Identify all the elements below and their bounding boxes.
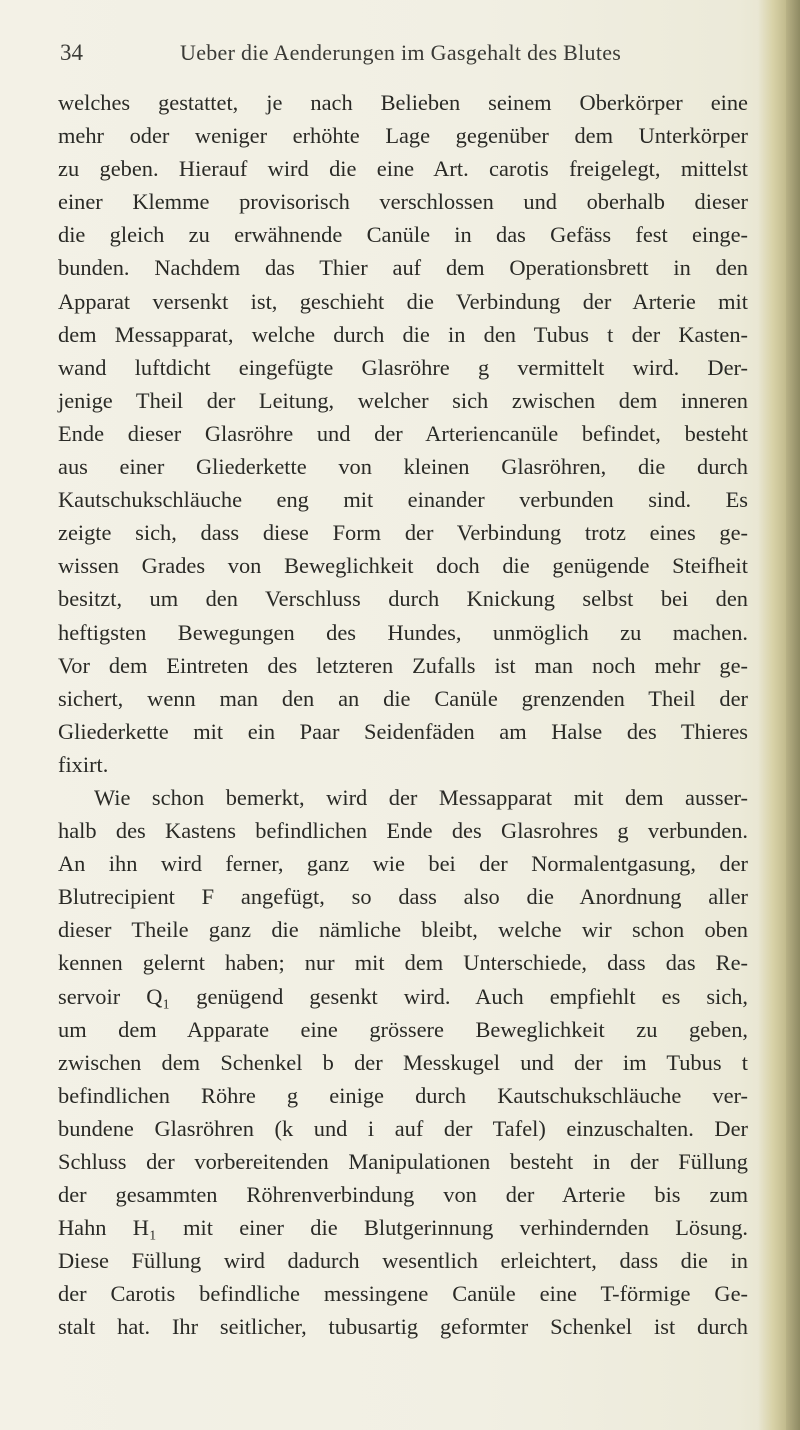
text-line-paragraph-end: fixirt. xyxy=(58,751,109,777)
text-line: Vor dem Eintreten des letzteren Zufalls ist man noch mehr ge- xyxy=(58,652,748,678)
text-line: dieser Theile ganz die nämliche bleibt, welche wir schon oben xyxy=(58,917,748,943)
text-line: welches gestattet, je nach Belieben seinem Oberkörper eine xyxy=(58,90,748,115)
text-line: Schluss der vorbereitenden Manipulationen besteht in der Füllung xyxy=(58,1149,748,1174)
running-title: Ueber die Aenderungen im Gasgehalt des Blutes xyxy=(180,40,622,65)
text-line-paragraph-start: Wie schon bemerkt, wird der Messapparat mit dem ausser- xyxy=(94,784,748,810)
page-header xyxy=(60,40,750,80)
text-line: die gleich zu erwähnende Canüle in das Gefäss fest einge- xyxy=(58,222,748,248)
text-line: wand luftdicht eingefügte Glasröhre g vermittelt wird. Der- xyxy=(58,354,748,380)
text-line: dem Messapparat, welche durch die in den Tubus t der Kasten- xyxy=(58,321,748,347)
text-line: heftigsten Bewegungen des Hundes, unmöglich zu machen. xyxy=(58,619,748,645)
text-line: bundene Glasröhren (k und i auf der Tafel) einzuschalten. Der xyxy=(58,1115,748,1141)
text-line: Diese Füllung wird dadurch wesentlich erleichtert, dass die in xyxy=(58,1248,748,1274)
text-line: zwischen dem Schenkel b der Messkugel und der im Tubus t xyxy=(58,1049,748,1075)
text-line: der gesammten Röhrenverbindung von der Arterie bis zum xyxy=(58,1182,748,1208)
text-line: um dem Apparate eine grössere Beweglichkeit zu geben, xyxy=(58,1016,748,1042)
text-line: einer Klemme provisorisch verschlossen und oberhalb dieser xyxy=(58,189,748,215)
text-line: Apparat versenkt ist, geschieht die Verbindung der Arterie mit xyxy=(58,288,748,314)
text-line: Kautschukschläuche eng mit einander verbunden sind. Es xyxy=(58,487,748,513)
text-line: Ende dieser Glasröhre und der Arteriencanüle befindet, besteht xyxy=(58,420,748,446)
text-line: der Carotis befindliche messingene Canüle eine T-förmige Ge- xyxy=(58,1281,748,1307)
text-line: servoir Q₁ genügend gesenkt wird. Auch empfiehlt es sich, xyxy=(58,983,748,1009)
text-line: Gliederkette mit ein Paar Seidenfäden am Halse des Thieres xyxy=(58,718,748,744)
text-line: befindlichen Röhre g einige durch Kautschukschläuche ver- xyxy=(58,1082,748,1108)
text-line: besitzt, um den Verschluss durch Knickung selbst bei den xyxy=(58,586,748,612)
page-edge-binding xyxy=(786,0,800,1430)
page-number: 34 xyxy=(60,40,83,65)
text-line: jenige Theil der Leitung, welcher sich zwischen dem inneren xyxy=(58,387,748,413)
text-line: sichert, wenn man den an die Canüle grenzenden Theil der xyxy=(58,685,748,711)
text-line: zu geben. Hierauf wird die eine Art. carotis freigelegt, mittelst xyxy=(58,156,748,182)
text-line: aus einer Gliederkette von kleinen Glasröhren, die durch xyxy=(58,454,748,480)
text-line: zeigte sich, dass diese Form der Verbindung trotz eines ge- xyxy=(58,520,748,546)
text-line: stalt hat. Ihr seitlicher, tubusartig geformter Schenkel ist durch xyxy=(58,1314,748,1340)
text-line: Blutrecipient F angefügt, so dass also die Anordnung aller xyxy=(58,884,748,910)
text-line: Hahn H₁ mit einer die Blutgerinnung verhindernden Lösung. xyxy=(58,1215,748,1241)
text-line: halb des Kastens befindlichen Ende des Glasrohres g verbunden. xyxy=(58,818,748,844)
text-line: mehr oder weniger erhöhte Lage gegenüber dem Unterkörper xyxy=(58,123,748,149)
text-line: An ihn wird ferner, ganz wie bei der Normalentgasung, der xyxy=(58,851,748,877)
body-text xyxy=(58,86,748,1344)
text-line: bunden. Nachdem das Thier auf dem Operationsbrett in den xyxy=(58,255,748,281)
text-line: wissen Grades von Beweglichkeit doch die genügende Steifheit xyxy=(58,553,748,579)
text-line: kennen gelernt haben; nur mit dem Unterschiede, dass das Re- xyxy=(58,950,748,976)
